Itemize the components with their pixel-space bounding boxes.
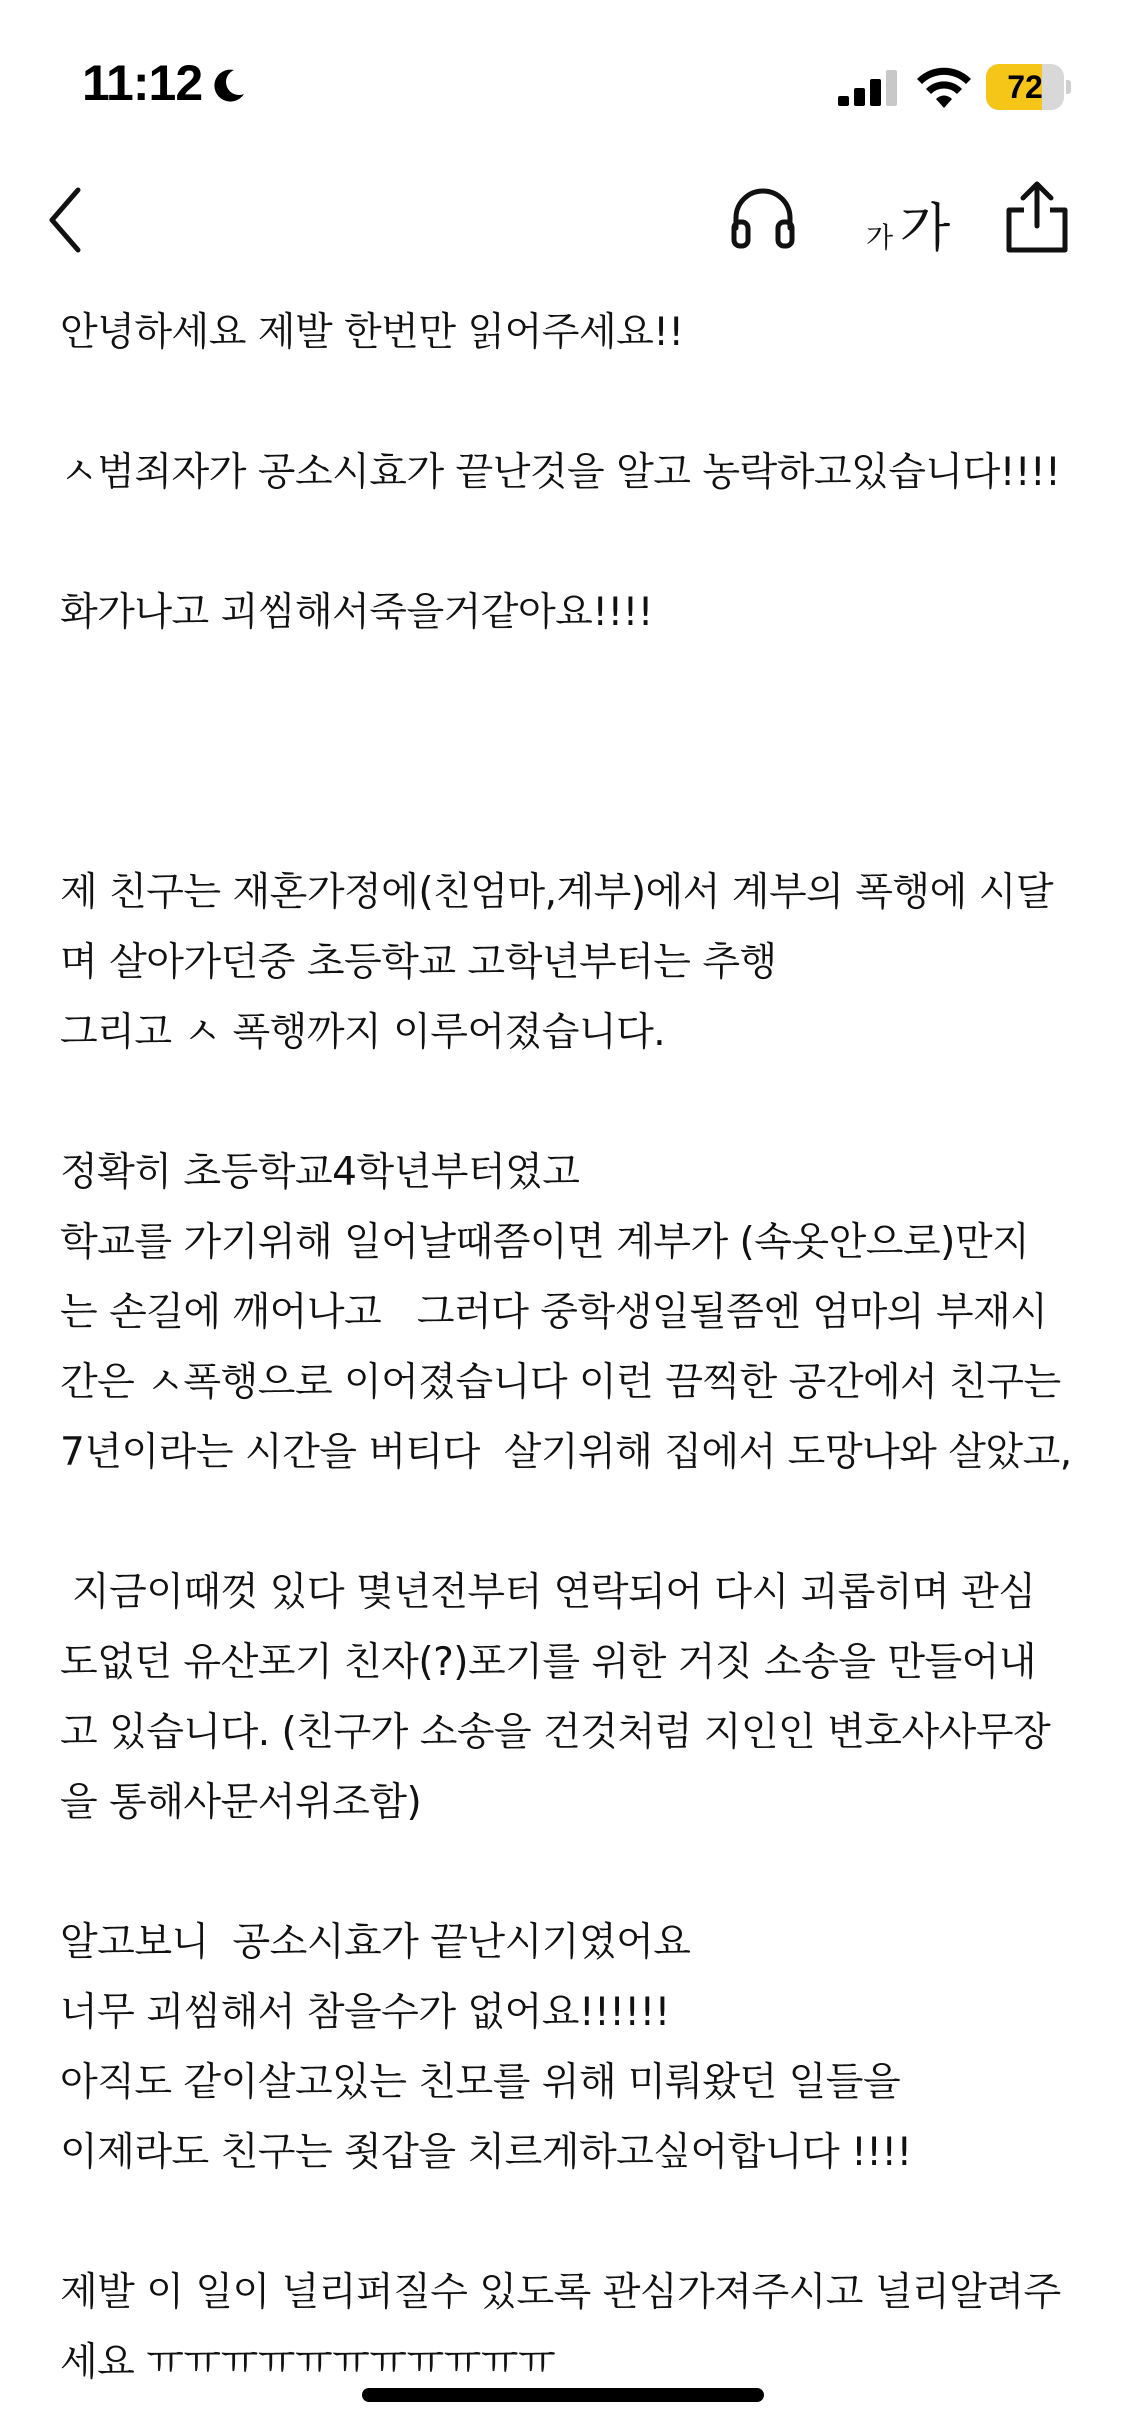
article-line: ㅅ범죄자가 공소시효가 끝난것을 알고 농락하고있습니다!!!!: [60, 450, 1061, 495]
article-line: 학교를 가기위해 일어날때쯤이면 계부가 (속옷안으로)만지: [60, 1220, 1030, 1265]
battery-indicator: [986, 64, 1070, 110]
blank-line: [60, 788, 1070, 858]
article-line: 그리고 ㅅ 폭행까지 이루어졌습니다.: [60, 1010, 666, 1055]
font-size-icon[interactable]: [860, 180, 960, 259]
home-indicator[interactable]: [362, 2388, 764, 2402]
blank-line: [60, 368, 1070, 438]
font-size-large-label: 가: [900, 199, 951, 259]
blank-line: [60, 718, 1070, 788]
font-size-small-label: 가: [866, 221, 894, 254]
article-line: 제발 이 일이 널리퍼질수 있도록 관심가져주시고 널리알려주: [60, 2270, 1061, 2315]
battery-tip: [1066, 80, 1071, 94]
blank-line: [60, 1838, 1070, 1908]
article-line: 화가나고 괴씸해서죽을거같아요!!!!: [60, 590, 653, 635]
battery-percent: 72: [1007, 69, 1043, 105]
article-line: 도없던 유산포기 친자(?)포기를 위한 거짓 소송을 만들어내: [60, 1640, 1037, 1685]
article-line: 7년이라는 시간을 버티다 살기위해 집에서 도망나와 살았고,: [60, 1430, 1072, 1475]
moon-icon: [208, 66, 248, 106]
blank-line: [60, 1068, 1070, 1138]
article-line: 알고보니 공소시효가 끝난시기였어요: [60, 1920, 691, 1965]
blank-line: [60, 648, 1070, 718]
article-line: 간은 ㅅ폭행으로 이어졌습니다 이런 끔찍한 공간에서 친구는: [60, 1360, 1061, 1405]
article-line: 을 통해사문서위조함): [60, 1780, 422, 1825]
nav-bar: [0, 160, 1125, 280]
article-line: 지금이때껏 있다 몇년전부터 연락되어 다시 괴롭히며 관심: [60, 1570, 1036, 1615]
article-line: 아직도 같이살고있는 친모를 위해 미뤄왔던 일들을: [60, 2060, 901, 2105]
article-line: 제 친구는 재혼가정에(친엄마,계부)에서 계부의 폭행에 시달: [60, 870, 1053, 915]
status-bar: [0, 0, 1125, 140]
article-line: 는 손길에 깨어나고 그러다 중학생일될쯤엔 엄마의 부재시: [60, 1290, 1048, 1335]
blank-line: [60, 508, 1070, 578]
article-line: 너무 괴씸해서 참을수가 없어요!!!!!!: [60, 1990, 670, 2035]
back-icon[interactable]: [44, 184, 88, 256]
blank-line: [60, 2188, 1070, 2258]
article-body: [60, 298, 1070, 2398]
wifi-icon: [916, 66, 972, 108]
battery-icon: [986, 64, 1064, 110]
article-line: 이제라도 친구는 죗갑을 치르게하고싶어합니다 !!!!: [60, 2130, 912, 2175]
article-line: 며 살아가던중 초등학교 고학년부터는 추행: [60, 940, 777, 985]
signal-icon: [838, 70, 900, 106]
article-line: 안녕하세요 제발 한번만 읽어주세요!!: [60, 310, 684, 355]
article-line: 정확히 초등학교4학년부터였고: [60, 1150, 580, 1195]
article-line: 세요 ㅠㅠㅠㅠㅠㅠㅠㅠㅠㅠㅠ: [60, 2340, 556, 2385]
blank-line: [60, 1488, 1070, 1558]
share-icon[interactable]: [1004, 180, 1070, 254]
status-time: 11:12: [82, 55, 203, 111]
article-line: 고 있습니다. (친구가 소송을 건것처럼 지인인 변호사사무장: [60, 1710, 1051, 1755]
headphones-icon[interactable]: [730, 184, 796, 250]
